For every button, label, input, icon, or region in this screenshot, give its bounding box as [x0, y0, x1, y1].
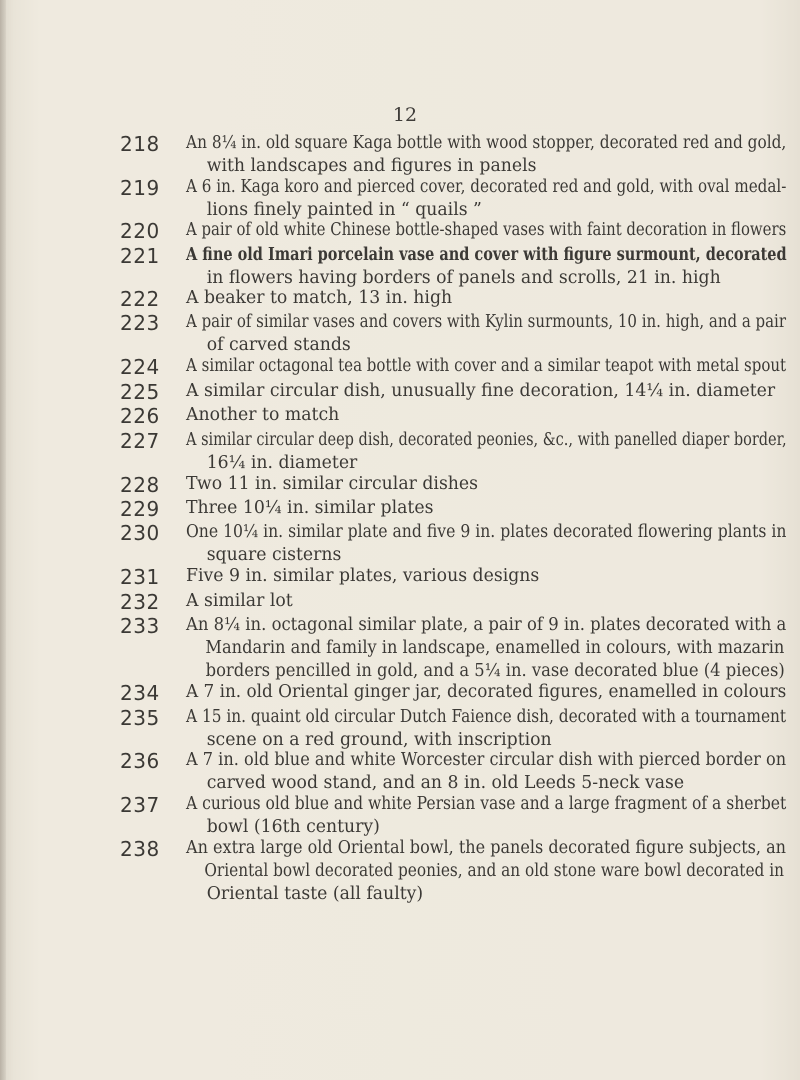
- lot-description: [186, 311, 794, 357]
- lot-description-line: A 15 in. quaint old circular Dutch Faience dish, decorated with a tournament: [186, 707, 787, 727]
- lot-description-line: Oriental taste (all faulty): [206, 884, 424, 904]
- lot-description: [186, 176, 794, 222]
- lot-description-line: Oriental bowl decorated peonies, and an old stone ware bowl decorated in: [204, 861, 784, 881]
- lot-number: 223: [120, 311, 160, 335]
- lot-description: [186, 681, 794, 704]
- lot-description: [186, 380, 794, 403]
- lot-description-line: A 7 in. old Oriental ginger jar, decorated figures, enamelled in colours: [186, 682, 787, 702]
- lot-description-line: A similar lot: [186, 591, 293, 611]
- lot-description-line: with landscapes and figures in panels: [206, 156, 537, 176]
- lot-description-line: of carved stands: [206, 335, 351, 355]
- page-edge-shadow: [0, 0, 6, 1080]
- page-number: 12: [392, 104, 418, 126]
- lot-number: 227: [120, 429, 160, 453]
- lot-number: 224: [120, 355, 160, 379]
- lot-description-line: An extra large old Oriental bowl, the panels decorated figure subjects, an: [186, 838, 786, 858]
- lot-description-line: A similar octagonal tea bottle with cover and a similar teapot with metal spout: [186, 356, 787, 376]
- lot-description-line: One 10¼ in. similar plate and five 9 in. plates decorated flowering plants in: [186, 522, 787, 542]
- lot-description-line: 16¼ in. diameter: [206, 453, 358, 473]
- lot-description: [186, 244, 794, 290]
- lot-number: 225: [120, 380, 160, 404]
- lot-description-line: scene on a red ground, with inscription: [206, 730, 552, 750]
- lot-description-line: A similar circular dish, unusually fine decoration, 14¼ in. diameter: [186, 381, 776, 401]
- lot-description-line: Three 10¼ in. similar plates: [186, 498, 434, 518]
- lot-description: [186, 132, 794, 178]
- lot-description: [186, 404, 794, 427]
- lot-description: [186, 590, 794, 613]
- lot-description: [186, 793, 794, 839]
- lot-description-line: A 6 in. Kaga koro and pierced cover, decorated red and gold, with oval medal-: [186, 177, 787, 197]
- lot-description-line: A pair of similar vases and covers with Kylin surmounts, 10 in. high, and a pair: [186, 312, 786, 332]
- lot-number: 218: [120, 132, 160, 156]
- lot-description-line: A 7 in. old blue and white Worcester circular dish with pierced border on: [186, 750, 787, 770]
- lot-description-line: in flowers having borders of panels and scrolls, 21 in. high: [206, 268, 721, 288]
- lot-description-line: A curious old blue and white Persian vase and a large fragment of a sherbet: [186, 794, 787, 814]
- lot-description-line: An 8¼ in. old square Kaga bottle with wood stopper, decorated red and gold,: [186, 133, 787, 153]
- lot-description: [186, 837, 794, 906]
- lot-description: [186, 473, 794, 496]
- lot-number: 221: [120, 244, 160, 268]
- lot-number: 231: [120, 565, 160, 589]
- lot-description-line: bowl (16th century): [206, 817, 380, 837]
- lot-description: [186, 497, 794, 520]
- lot-description: [186, 355, 794, 378]
- lot-number: 222: [120, 287, 160, 311]
- lot-description-line: An 8¼ in. octagonal similar plate, a pair of 9 in. plates decorated with a: [186, 615, 787, 635]
- lot-description-line: A pair of old white Chinese bottle-shaped vases with faint decoration in flowers: [186, 220, 787, 240]
- lot-description-line: Five 9 in. similar plates, various designs: [186, 566, 540, 586]
- lot-number: 230: [120, 521, 160, 545]
- lot-description-line: A beaker to match, 13 in. high: [186, 288, 453, 308]
- lot-description-line: borders pencilled in gold, and a 5¼ in. vase decorated blue (4 pieces): [205, 661, 785, 681]
- lot-number: 229: [120, 497, 160, 521]
- lot-description: [186, 614, 794, 683]
- lot-description: [186, 521, 794, 567]
- lot-number: 228: [120, 473, 160, 497]
- lot-number: 233: [120, 614, 160, 638]
- lot-description: [186, 749, 794, 795]
- lot-description-line: Mandarin and family in landscape, enamelled in colours, with mazarin: [205, 638, 785, 658]
- lot-description-line: A similar circular deep dish, decorated peonies, &c., with panelled diaper border,: [186, 430, 787, 450]
- lot-description-line: lions finely painted in “ quails ”: [206, 200, 482, 220]
- lot-number: 220: [120, 219, 160, 243]
- lot-description-line: Two 11 in. similar circular dishes: [186, 474, 479, 494]
- lot-description: [186, 219, 794, 242]
- lot-number: 237: [120, 793, 160, 817]
- lot-description-line: A fine old Imari porcelain vase and cover with figure surmount, decorated: [186, 245, 787, 265]
- lot-description: [186, 565, 794, 588]
- lot-description-line: Another to match: [186, 405, 340, 425]
- lot-description-line: carved wood stand, and an 8 in. old Leeds 5-neck vase: [206, 773, 685, 793]
- lot-description: [186, 429, 794, 475]
- lot-description: [186, 706, 794, 752]
- lot-number: 219: [120, 176, 160, 200]
- lot-number: 235: [120, 706, 160, 730]
- lot-number: 232: [120, 590, 160, 614]
- lot-description-line: square cisterns: [206, 545, 342, 565]
- lot-number: 234: [120, 681, 160, 705]
- lot-number: 226: [120, 404, 160, 428]
- lot-number: 238: [120, 837, 160, 861]
- lot-number: 236: [120, 749, 160, 773]
- lot-description: [186, 287, 794, 310]
